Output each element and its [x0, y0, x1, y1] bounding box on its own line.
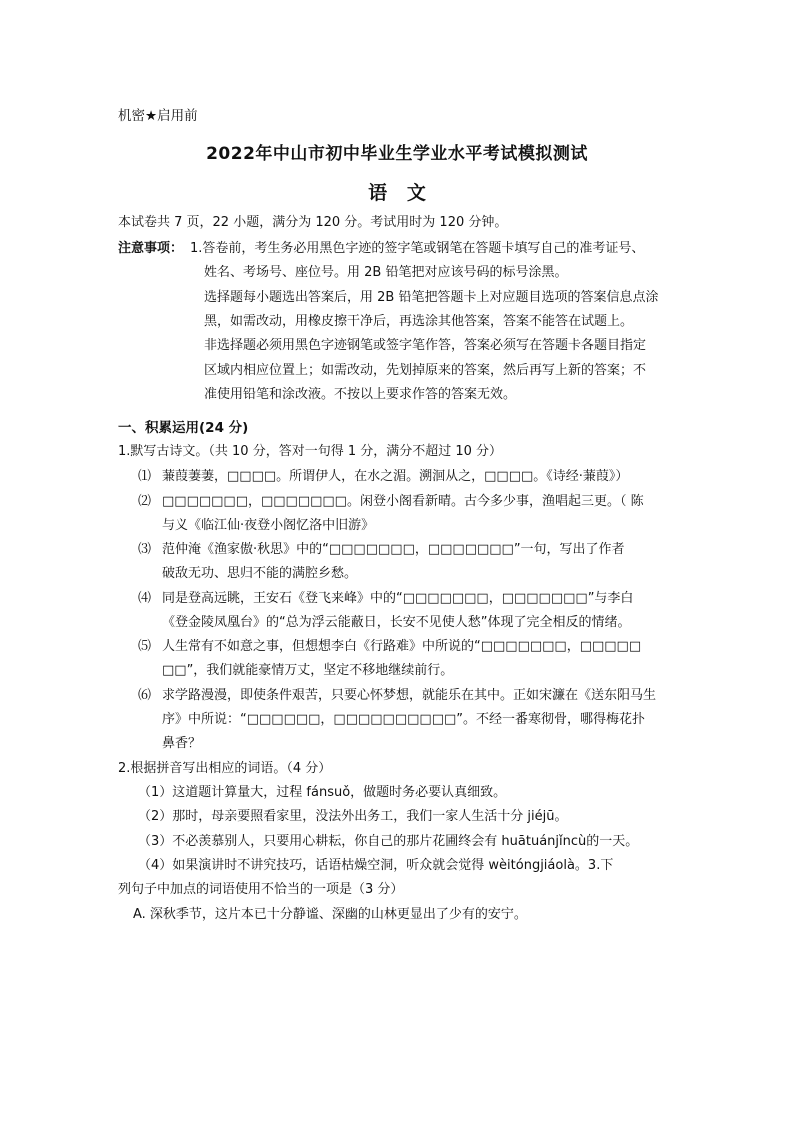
question-1-item-2 [138, 490, 644, 509]
note-line: 姓名、考场号、座位号。用 2B 铅笔把对应该号码的标号涂黑。 [204, 265, 568, 280]
question-3-stem: 列句子中加点的词语使用不恰当的一项是（3 分） [118, 882, 404, 897]
item-text: 蒹葭萋萋，□□□□。所谓伊人，在水之湄。溯洄从之，□□□□。《诗经·蒹葭》） [162, 469, 629, 484]
note-line: 黑，如需改动，用橡皮擦干净后，再选涂其他答案，答案不能答在试题上。 [204, 314, 634, 329]
question-1-item-5 [138, 635, 641, 654]
item-number: （2） [138, 809, 173, 824]
question-2-item-4 [138, 854, 613, 873]
note-line: 1.答卷前，考生务必用黑色字迹的签字笔或钢笔在答题卡填写自己的准考证号、 [190, 241, 645, 256]
confidential-label: 机密★启用前 [118, 108, 198, 124]
exam-info: 本试卷共 7 页，22 小题，满分为 120 分。考试用时为 120 分钟。 [118, 215, 508, 230]
question-1-stem: 1.默写古诗文。（共 10 分，答对一句得 1 分，满分不超过 10 分） [118, 444, 503, 459]
item-text-continued: 序》中所说：“□□□□□□，□□□□□□□□□□”。不经一番寒彻骨，哪得梅花扑 [162, 712, 645, 727]
item-number: ⑷ [138, 591, 152, 606]
item-number: ⑶ [138, 542, 152, 557]
note-line: 准使用铅笔和涂改液。不按以上要求作答的答案无效。 [204, 387, 517, 402]
item-text: 人生常有不如意之事，但想想李白《行路难》中所说的“□□□□□□□，□□□□□ [162, 639, 642, 654]
item-text: 不必羡慕别人，只要用心耕耘，你自己的那片花圃终会有 huātuánjǐncù的一天。 [172, 834, 639, 849]
item-text: 如果演讲时不讲究技巧，话语枯燥空洞，听众就会觉得 wèitóngjiáolà。3.下 [172, 858, 614, 873]
note-line: 选择题每小题选出答案后，用 2B 铅笔把答题卡上对应题目选项的答案信息点涂 [204, 290, 659, 305]
item-text-continued: □□”，我们就能豪情万丈，坚定不移地继续前行。 [162, 663, 454, 678]
question-2-item-3 [138, 830, 638, 849]
note-line: 非选择题必须用黑色字迹钢笔或签字笔作答，答案必须写在答题卡各题目指定 [204, 338, 647, 353]
item-number: ⑸ [138, 639, 152, 654]
question-2-stem: 2.根据拼音写出相应的词语。（4 分） [118, 761, 332, 776]
item-text: 那时，母亲要照看家里，没法外出务工，我们一家人生活十分 jiéjū。 [172, 809, 568, 824]
note-line: 区域内相应位置上；如需改动，先划掉原来的答案，然后再写上新的答案；不 [204, 363, 647, 378]
question-1-item-4 [138, 587, 633, 606]
item-text: □□□□□□□，□□□□□□□。闲登小阁看新晴。古今多少事，渔唱起三更。（ 陈 [162, 494, 644, 509]
item-number: （1） [138, 785, 173, 800]
item-text: 同是登高远眺，王安石《登飞来峰》中的“□□□□□□□，□□□□□□□”与李白 [162, 591, 634, 606]
notes-label: 注意事项： [118, 241, 184, 256]
question-2-item-2 [138, 805, 568, 824]
item-text-continued: 与义《临江仙·夜登小阁忆洛中旧游》 [162, 518, 375, 533]
item-text: 范仲淹《渔家傲·秋思》中的“□□□□□□□，□□□□□□□”一句，写出了作者 [162, 542, 625, 557]
item-number: ⑵ [138, 494, 152, 509]
subject-title: 语 文 [368, 182, 426, 204]
item-number: ⑹ [138, 688, 152, 703]
question-3-option-a: A. 深秋季节，这片本已十分静谧、深幽的山林更显出了少有的安宁。 [133, 907, 527, 922]
item-text: 这道题计算量大，过程 fánsuǒ，做题时务必要认真细致。 [172, 785, 507, 800]
question-2-item-1 [138, 781, 506, 800]
item-number: （4） [138, 858, 173, 873]
question-1-item-1 [138, 465, 628, 484]
section-heading: 一、积累运用(24 分) [118, 420, 249, 436]
item-text: 求学路漫漫，即使条件艰苦，只要心怀梦想，就能乐在其中。正如宋濂在《送东阳马生 [162, 688, 657, 703]
item-number: （3） [138, 834, 173, 849]
question-1-item-3 [138, 538, 625, 557]
question-1-item-6 [138, 684, 656, 703]
item-text-continued: 《登金陵凤凰台》的“总为浮云能蔽日，长安不见使人愁”体现了完全相反的情绪。 [162, 615, 631, 630]
item-text-continued: 鼻香？ [162, 736, 202, 751]
item-number: ⑴ [138, 469, 152, 484]
item-text-continued: 破敌无功、思归不能的满腔乡愁。 [162, 566, 358, 581]
exam-title: 2022年中山市初中毕业生学业水平考试模拟测试 [206, 144, 588, 164]
